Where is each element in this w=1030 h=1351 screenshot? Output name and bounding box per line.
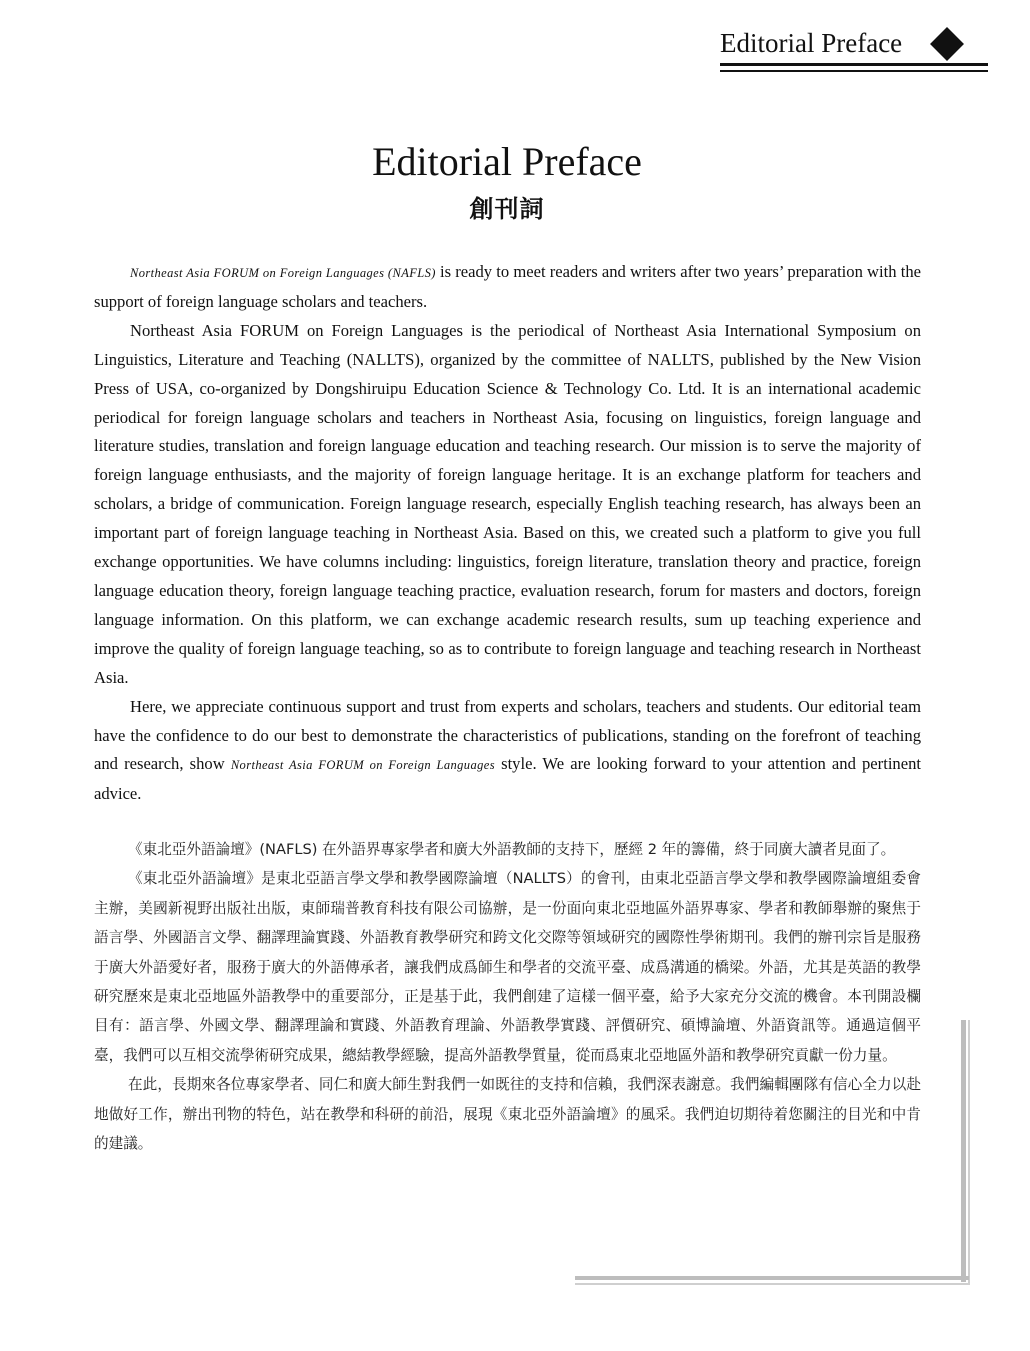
running-title: Editorial Preface bbox=[720, 28, 903, 58]
english-paragraph-1 bbox=[94, 258, 921, 317]
chinese-text bbox=[94, 835, 921, 1158]
page-title: Editorial Preface bbox=[372, 139, 642, 184]
page-frame-vertical bbox=[961, 1020, 966, 1282]
paragraph-text: style. We are looking forward to your attention and pertinent advice. bbox=[94, 754, 921, 804]
paragraph-text: is ready to meet readers and writers after two years’ preparation with the support of foreign language scholars and teachers. bbox=[94, 262, 921, 311]
chinese-paragraph-1: 《東北亞外語論壇》(NAFLS) 在外語界專家學者和廣大外語教師的支持下，歷經 2 年的籌備，終于同廣大讀者見面了。 bbox=[128, 841, 896, 858]
english-paragraph-2: Northeast Asia FORUM on Foreign Languages is the periodical of Northeast Asia International Symposium on Linguistics, Literature and Teaching (NALLTS), organized by the committee of NALLTS, published by the New Vision Press of USA, co-organized by Dongshiruipu Education Science & Technology Co. Ltd. It is an international academic periodical for foreign language scholars and teachers in Northeast Asia, focusing on linguistics, foreign language and literature studies, translation and foreign language education and teaching research. Our mission is to serve the majority of foreign language enthusiasts, and the majority of foreign language heritage. It is an exchange platform for teachers and scholars, a bridge of communication. Foreign language research, especially English teaching research, has always been an important part of foreign language teaching in Northeast Asia. Based on this, we created such a platform to give you full exchange opportunities. We have columns including: linguistics, foreign literature, translation theory and practice, foreign language education theory, foreign language teaching practice, evaluation research, forum for masters and doctors, foreign language information. On this platform, we can exchange academic research results, sum up teaching experience and improve the quality of foreign language teaching, so as to contribute to foreign language and teaching research in Northeast Asia. bbox=[94, 320, 921, 687]
running-header bbox=[720, 26, 988, 60]
paragraph-text: Here, we appreciate continuous support and trust from experts and scholars, teachers and students. Our editorial team have the confidence to do our best to demonstrate the characteristics of publications, standing on the forefront of teaching and research, show bbox=[94, 696, 921, 774]
page-frame-horizontal bbox=[575, 1276, 969, 1280]
page-frame-horizontal-shadow bbox=[575, 1283, 970, 1285]
chinese-paragraph-3: 在此，長期來各位專家學者、同仁和廣大師生對我們一如既往的支持和信賴，我們深表謝意。我們編輯團隊有信心全力以赴地做好工作，辦出刊物的特色，站在教學和科研的前沿，展現《東北亞外語論壇》的風采。我們迫切期待着您關注的目光和中肯的建議。 bbox=[94, 1076, 921, 1153]
magazine-name-italic: Northeast Asia FORUM on Foreign Languages bbox=[230, 758, 495, 773]
page-subtitle-chinese: 創刊詞 bbox=[469, 195, 545, 223]
magazine-name-italic: Northeast Asia FORUM on Foreign Languages (NAFLS) bbox=[130, 266, 436, 280]
chinese-paragraph-2: 《東北亞外語論壇》是東北亞語言學文學和教學國際論壇（NALLTS）的會刊，由東北亞語言學文學和教學國際論壇組委會主辦，美國新視野出版社出版，東師瑞普教育科技有限公司協辦，是一份面向東北亞地區外語界專家、學者和教師舉辦的聚焦于語言學、外國語言文學、翻譯理論實踐、外語教育教學研究和跨文化交際等領域研究的國際性學術期刊。我們的辦刊宗旨是服務于廣大外語愛好者，服務于廣大的外語傳承者，讓我們成爲師生和學者的交流平臺、成爲溝通的橋梁。外語，尤其是英語的教學研究歷來是東北亞地區外語教學中的重要部分，正是基于此，我們創建了這樣一個平臺，給予大家充分交流的機會。本刊開設欄目有：語言學、外國文學、翻譯理論和實踐、外語教育理論、外語教學實踐、評價研究、碩博論壇、外語資訊等。通過這個平臺，我們可以互相交流學術研究成果，總結教學經驗，提高外語教學質量，從而爲東北亞地區外語和教學研究貢獻一份力量。 bbox=[94, 870, 921, 1064]
header-rule-thin bbox=[720, 70, 988, 72]
english-text bbox=[94, 258, 921, 809]
english-paragraph-3 bbox=[94, 693, 921, 810]
page-frame-vertical-shadow bbox=[968, 1020, 970, 1285]
header-rule bbox=[720, 63, 988, 66]
